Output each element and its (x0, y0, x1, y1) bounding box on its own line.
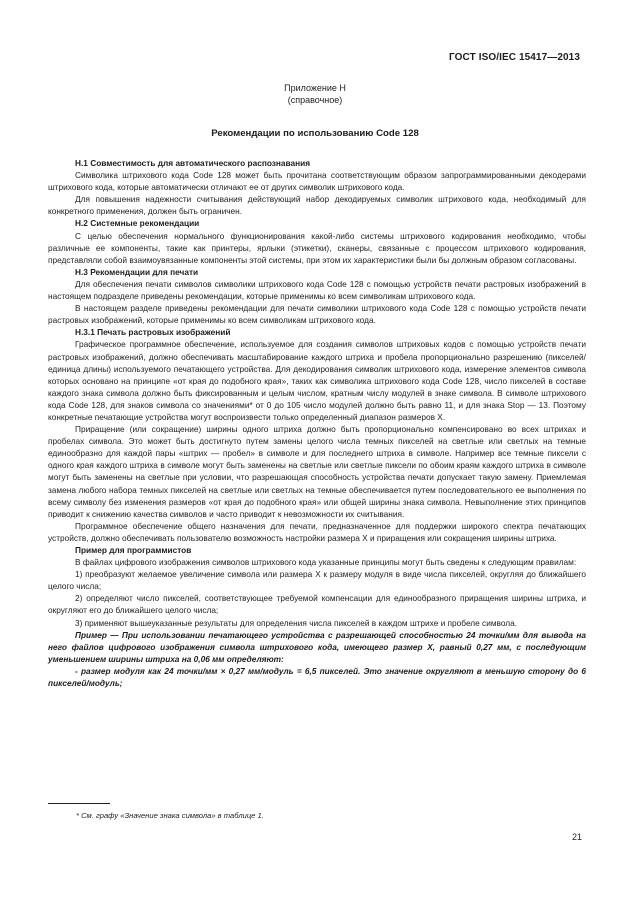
list-item: 3) применяют вышеуказанные результаты для определения числа пикселей в каждом штрихе и пробеле символа. (75, 617, 518, 628)
programmer-example-heading: Пример для программистов (75, 545, 192, 555)
paragraph: Графическое программное обеспечение, используемое для создания символов штриховых кодов с помощью устройств печати растровых изображений, должно обеспечивать масштабирование каждого штриха и пробела пропорционально разрешению (пикселей/единица длины) используемого печатающего устройства. Для декодирования символик штрихового кода, измерение элементов символа которых основано на принципе «от края до подобного края», таких как символика штрихового кода Code 128, число пикселей в составе каждого знака символа должно быть фиксированным и целым числом, кратным числу модулей в знаке символа. В символе штрихового кода Code 128, для знаков символа со значениями* от 0 до 105 число модулей должно быть равно 11, и для знака Stop — 13. Поэтому конкретные печатающие устройства могут воспроизвести только определенный диапазон размеров X. (48, 339, 586, 422)
heading-h3: Н.3 Рекомендации для печати (75, 266, 199, 277)
paragraph: С целью обеспечения нормального функционирования какой-либо системы штрихового кодирования необходимо, чтобы различные ее компоненты, такие как принтеры, ярлыки (этикетки), сканеры, связанные с процессом штрихового кодирования, представляли собой взаимоувязанные компоненты этой системы, при этом их характеристики были бы должным образом согласованы. (48, 230, 586, 265)
annex-type: (справочное) (287, 95, 343, 105)
footnote: * См. графу «Значение знака символа» в таблице 1. (76, 811, 264, 820)
footnote-rule (48, 803, 110, 804)
example-paragraph: Пример — При использовании печатающего устройства с разрешающей способностью 24 точки/мм для вывода на него файлов цифрового изображения символа штрихового кода, имеющего размер X, равный 0,27 мм, с последующим уменьшением ширины штриха на 0,06 мм определяют: (48, 629, 586, 664)
paragraph: В настоящем разделе приведены рекомендации для печати символики штрихового кода Code 128 с помощью устройств печати растровых изображений, которые применимы ко всем символикам штрихового кода. (48, 303, 586, 326)
heading-h1: Н.1 Совместимость для автоматического распознавания (75, 158, 311, 168)
paragraph: Для повышения надежности считывания действующий набор декодируемых символик штрихового кода, необходимый для конкретного применения, должен быть ограничен. (48, 194, 586, 217)
section-title: Рекомендации по использованию Code 128 (211, 128, 419, 139)
example-paragraph: - размер модуля как 24 точки/мм × 0,27 мм/модуль = 6,5 пикселей. Это значение округляют в меньшую сторону до 6 пикселей/модуль; (48, 665, 586, 689)
list-item: 1) преобразуют желаемое увеличение символа или размера X к размеру модуля в виде числа пикселей, округляя до ближайшего целого числа; (48, 569, 586, 592)
paragraph: Для обеспечения печати символов символики штрихового кода Code 128 с помощью устройств печати растровых изображений в настоящем подразделе приведены рекомендации, которые применимы ко всем символикам штрихового кода. (48, 278, 586, 302)
paragraph: Символика штрихового кода Code 128 может быть прочитана соответствующим образом запрограммированными декодерами штрихового кода, которые автоматически отличают ее от других символик штрихового кода. (48, 170, 586, 193)
paragraph: Приращение (или сокращение) ширины одного штриха должно быть пропорционально компенсировано во всех штрихах и пробелах символа. Это может быть достигнуто путем замены целого числа темных пикселей на светлые или светлых на темные единообразно для каждой пары «штрих — пробел» в символе и для последнего штриха в символе. Например все темные пиксели с одного края каждого штриха в символе могут быть заменены на светлые или светлые пиксели по обоим краям каждого штриха в символе могут быть заменены на светлые при условии, что разрешающая способность устройства печати допускает такую замену. Приемлемая замена любого набора темных пикселей на светлые или светлых на темные обеспечивается путем последовательного ее выполнения по всему символу без изменения размеров «от края до подобного края» или общей ширины знака символа. Невыполнение этих принципов приводит к снижению качества символов и часто приводит к невозможности их считывания. (48, 424, 586, 519)
paragraph: В файлах цифрового изображения символов штрихового кода указанные принципы могут быть сведены к следующим правилам: (75, 557, 577, 568)
body-text (48, 157, 586, 689)
page-number: 21 (571, 832, 582, 842)
heading-h3-1: Н.3.1 Печать растровых изображений (75, 327, 231, 338)
list-item: 2) определяют число пикселей, соответствующее требуемой компенсации для единообразного приращения ширины штриха, и округляют его до ближайшего целого числа; (48, 593, 586, 616)
standard-designation: ГОСТ ISO/IEC 15417—2013 (449, 52, 580, 63)
heading-h2: Н.2 Системные рекомендации (75, 218, 200, 229)
annex-label: Приложение Н (284, 83, 346, 93)
paragraph: Программное обеспечение общего назначения для печати, предназначенное для поддержки широкого спектра печатающих устройств, должно обеспечивать пользователю возможность настройки размера X и приращения или сокращения ширины штриха. (48, 520, 586, 543)
